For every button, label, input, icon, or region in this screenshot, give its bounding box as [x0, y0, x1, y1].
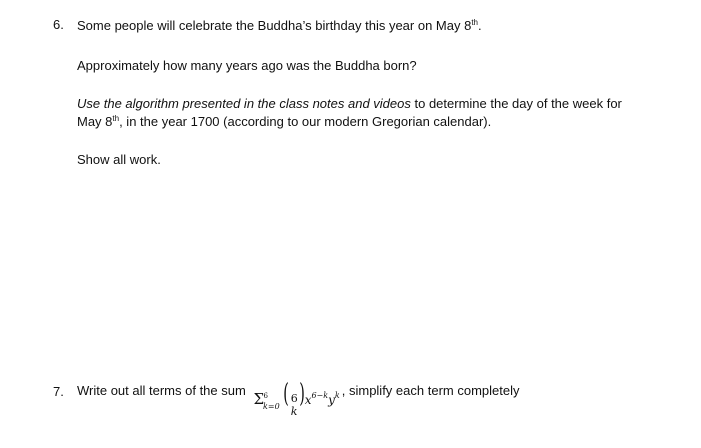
question-6-line-5: Show all work. [77, 152, 161, 167]
power-term [304, 390, 340, 407]
question-6-line-4 [77, 113, 491, 130]
question-6-line-1 [77, 17, 482, 34]
q7-prefix: Write out all terms of the sum [77, 383, 250, 398]
sigma-upper-limit: 6 [263, 391, 268, 400]
question-6-line-2: Approximately how many years ago was the Buddha born? [77, 58, 417, 73]
question-6-line-3 [77, 95, 622, 112]
summation-formula [253, 378, 340, 419]
x-exponent: 6−k [311, 390, 329, 400]
q6-line4-a: May 8 [77, 114, 113, 129]
q6-line3-rest: to determine the day of the week for [410, 96, 622, 111]
q6-line4-b: , in the year 1700 (according to our modern Gregorian calendar). [119, 114, 492, 129]
binom-left-paren: ( [282, 379, 289, 410]
question-7-number: 7. [53, 384, 64, 399]
y-exponent: k [334, 390, 340, 400]
sigma-symbol: Σ [253, 389, 265, 408]
x-variable: x [304, 392, 312, 407]
y-variable: y [328, 392, 335, 407]
binom-top: 6 [290, 392, 298, 406]
q6-line3-italic: Use the algorithm presented in the class notes and videos [77, 96, 411, 111]
binom-right-paren: ) [298, 379, 305, 410]
binom-bottom: k [290, 405, 298, 419]
q6-line1-end: . [478, 18, 482, 33]
binomial-coefficient [282, 379, 305, 419]
sigma-lower-limit: k=0 [263, 401, 280, 411]
question-6-number: 6. [53, 17, 64, 32]
question-7-line [77, 376, 520, 419]
q6-line1-text: Some people will celebrate the Buddha’s birthday this year on May 8 [77, 18, 472, 33]
q7-suffix: , simplify each term completely [341, 383, 520, 398]
q6-line1-superscript: th [471, 18, 478, 27]
q6-line4-superscript: th [112, 114, 120, 123]
